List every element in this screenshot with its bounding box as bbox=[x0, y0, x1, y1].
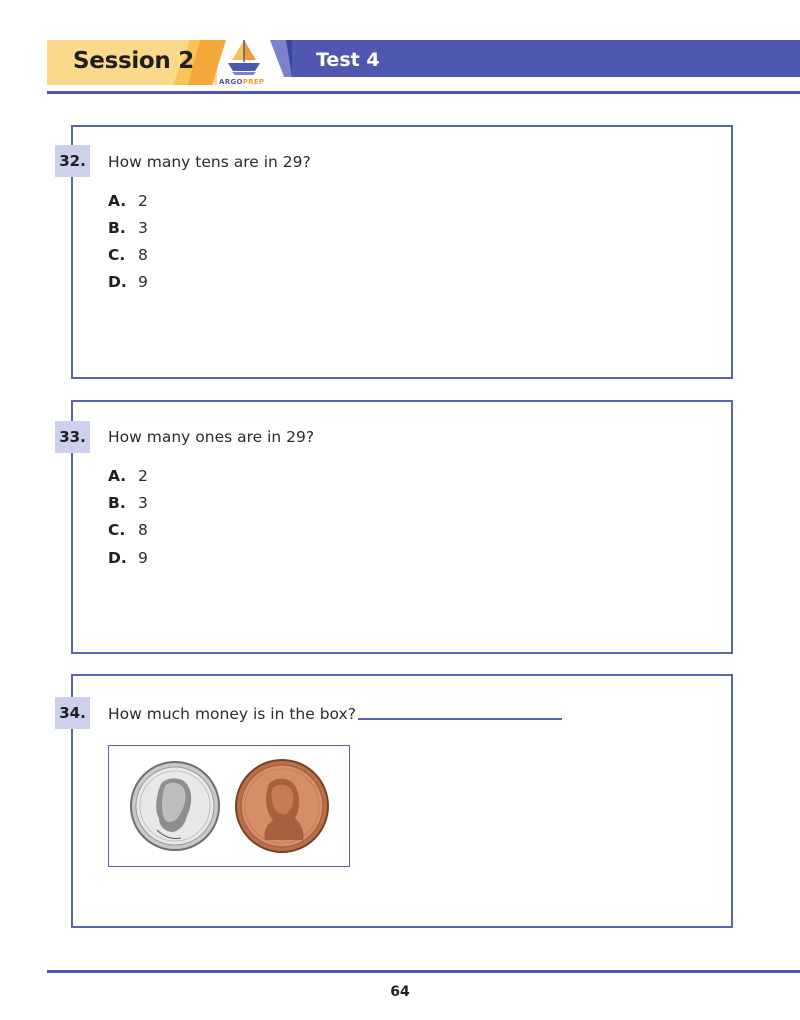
question-number: 34. bbox=[55, 697, 90, 729]
question-number: 33. bbox=[55, 421, 90, 453]
header-divider bbox=[47, 91, 800, 94]
question-text: How many ones are in 29? bbox=[108, 428, 315, 446]
option-value: 3 bbox=[138, 494, 148, 512]
answer-option-c[interactable] bbox=[108, 521, 148, 539]
option-letter: C. bbox=[108, 246, 126, 264]
answer-option-d[interactable] bbox=[108, 273, 148, 291]
option-value: 9 bbox=[138, 273, 148, 291]
session-title: Session 2 bbox=[73, 48, 194, 74]
logo-wordmark-argo: ARGO bbox=[219, 78, 243, 86]
coin-box bbox=[108, 745, 350, 867]
answer-option-b[interactable] bbox=[108, 219, 148, 237]
option-letter: A. bbox=[108, 192, 127, 210]
page-number: 64 bbox=[390, 984, 410, 1000]
footer-divider bbox=[47, 970, 800, 973]
question-text: How much money is in the box? bbox=[108, 705, 356, 723]
option-value: 8 bbox=[138, 521, 148, 539]
answer-option-c[interactable] bbox=[108, 246, 148, 264]
logo-wordmark bbox=[219, 78, 264, 86]
option-value: 3 bbox=[138, 219, 148, 237]
penny-coin-icon bbox=[236, 760, 328, 852]
answer-option-a[interactable] bbox=[108, 192, 148, 210]
option-value: 8 bbox=[138, 246, 148, 264]
option-letter: B. bbox=[108, 494, 126, 512]
option-value: 9 bbox=[138, 549, 148, 567]
option-letter: D. bbox=[108, 273, 127, 291]
option-value: 2 bbox=[138, 467, 148, 485]
logo-wordmark-prep: PREP bbox=[242, 78, 265, 86]
option-value: 2 bbox=[138, 192, 148, 210]
option-letter: A. bbox=[108, 467, 127, 485]
test-title: Test 4 bbox=[316, 49, 380, 71]
quarter-coin-icon bbox=[131, 762, 219, 850]
question-text: How many tens are in 29? bbox=[108, 153, 311, 171]
option-letter: C. bbox=[108, 521, 126, 539]
answer-blank-line[interactable] bbox=[358, 718, 562, 720]
question-number: 32. bbox=[55, 145, 90, 177]
option-letter: D. bbox=[108, 549, 127, 567]
answer-option-a[interactable] bbox=[108, 467, 148, 485]
answer-option-d[interactable] bbox=[108, 549, 148, 567]
answer-option-b[interactable] bbox=[108, 494, 148, 512]
option-letter: B. bbox=[108, 219, 126, 237]
